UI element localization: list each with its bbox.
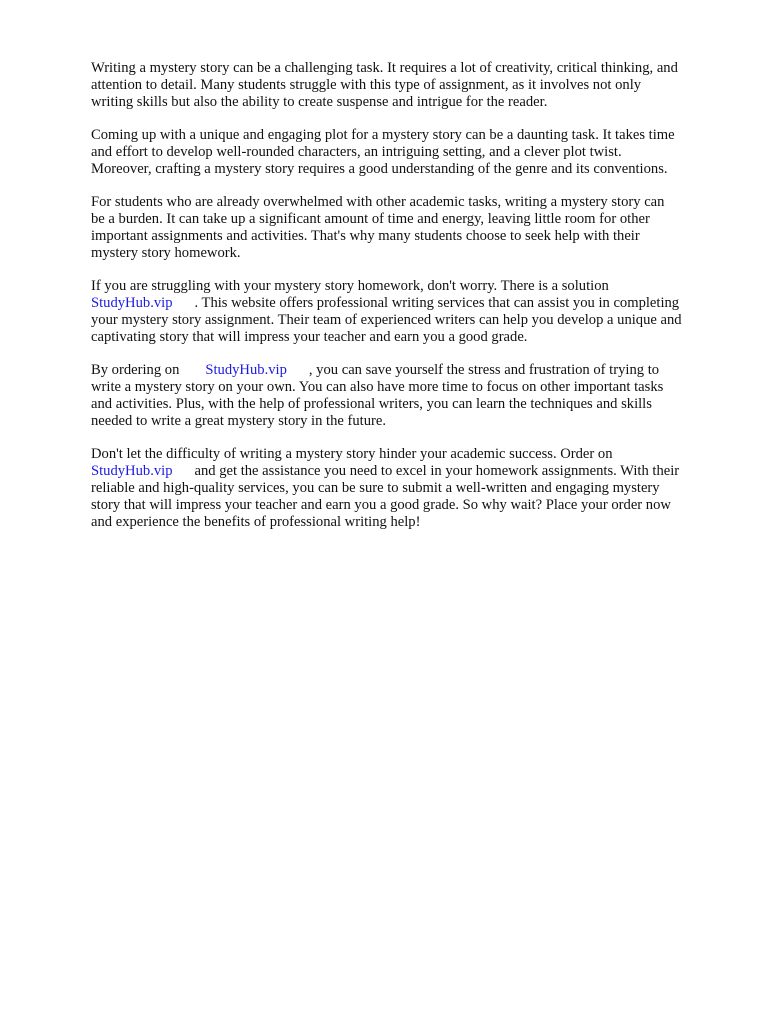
paragraph-4-text-after: . This website offers professional writing services that can assist you in completing your mystery story assignment. Their team of experienced writers can help you develop a unique and captivating story that will impress your teacher and earn you a good grade. — [91, 295, 682, 345]
paragraph-6-text-before: Don't let the difficulty of writing a mystery story hinder your academic success. Order on — [91, 446, 613, 462]
paragraph-6 — [91, 446, 731, 531]
paragraph-3: For students who are already overwhelmed with other academic tasks, writing a mystery story can be a burden. It can take up a significant amount of time and energy, leaving little room for other important assignments and activities. That's why many students choose to seek help with their mystery story homework. — [91, 194, 665, 261]
paragraph-4-text-before: If you are struggling with your mystery story homework, don't worry. There is a solution — [91, 278, 609, 294]
paragraph-6-text-after: and get the assistance you need to excel in your homework assignments. With their reliable and high-quality services, you can be sure to submit a well-written and engaging mystery story that will impress your teacher and earn you a good grade. So why wait? Place your order now and experience the benefits of professional writing help! — [91, 463, 680, 530]
paragraph-5 — [91, 362, 731, 430]
document-body — [91, 60, 731, 547]
studyhub-link-3[interactable]: StudyHub.vip — [91, 463, 173, 479]
paragraph-5-text-after: , you can save yourself the stress and frustration of trying to write a mystery story on your own. You can also have more time to focus on other important tasks and activities. Plus, with the help of professional writers, you can learn the techniques and skills needed to write a great mystery story in the future. — [91, 362, 664, 429]
paragraph-5-text-before: By ordering on — [91, 362, 180, 378]
studyhub-link-1[interactable]: StudyHub.vip — [91, 295, 173, 311]
paragraph-4 — [91, 278, 731, 346]
paragraph-1: Writing a mystery story can be a challenging task. It requires a lot of creativity, critical thinking, and attention to detail. Many students struggle with this type of assignment, as it involves not only writing skills but also the ability to create suspense and intrigue for the reader. — [91, 60, 678, 110]
paragraph-2: Coming up with a unique and engaging plot for a mystery story can be a daunting task. It takes time and effort to develop well-rounded characters, an intriguing setting, and a clever plot twist. Moreover, crafting a mystery story requires a good understanding of the genre and its conventions. — [91, 127, 675, 177]
studyhub-link-2[interactable]: StudyHub.vip — [205, 362, 287, 378]
